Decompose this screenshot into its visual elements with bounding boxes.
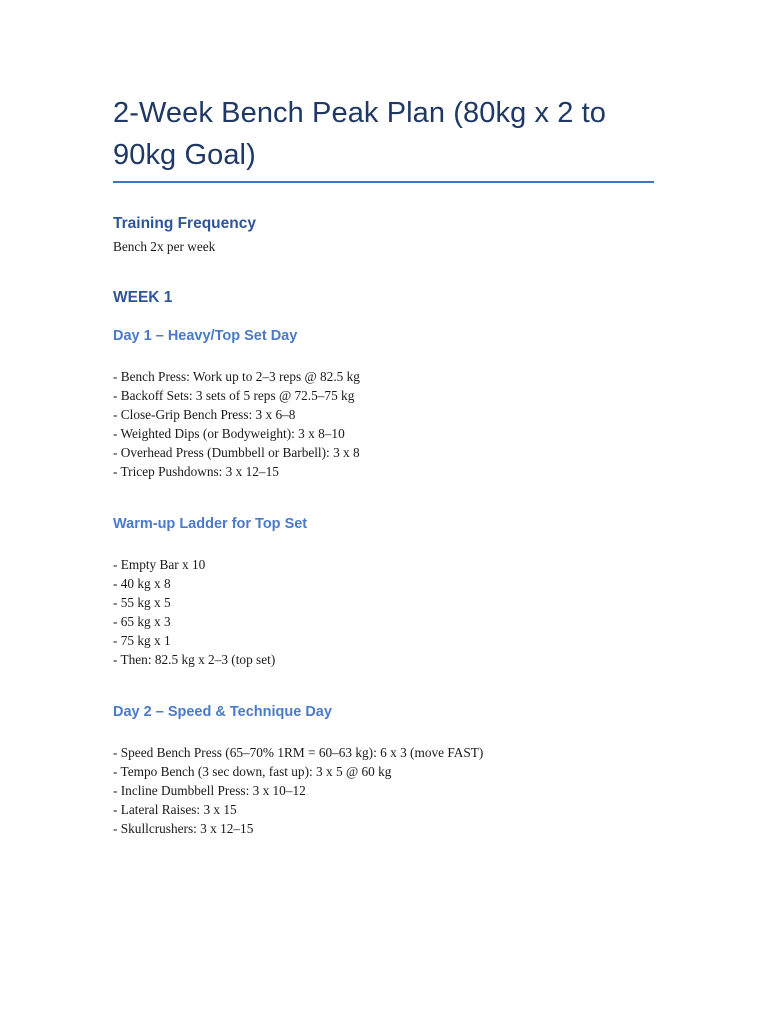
list-item: - Weighted Dips (or Bodyweight): 3 x 8–10 [113,426,345,441]
list-item: - Speed Bench Press (65–70% 1RM = 60–63 kg): 6 x 3 (move FAST) [113,745,484,760]
list-item: - Tricep Pushdowns: 3 x 12–15 [113,464,279,479]
heading-training-frequency: Training Frequency [113,215,256,232]
heading-warm-up-ladder: Warm-up Ladder for Top Set [113,516,308,532]
day-2-exercise-list [113,743,658,838]
list-item: - Tempo Bench (3 sec down, fast up): 3 x 5 @ 60 kg [113,764,392,779]
title-divider [113,181,654,183]
list-item: - Empty Bar x 10 [113,557,206,572]
list-item: - Incline Dumbbell Press: 3 x 10–12 [113,783,306,798]
list-item: - Bench Press: Work up to 2–3 reps @ 82.5 kg [113,369,360,384]
list-item: - Skullcrushers: 3 x 12–15 [113,821,254,836]
list-item: - Then: 82.5 kg x 2–3 (top set) [113,652,276,667]
list-item: - 40 kg x 8 [113,576,171,591]
training-frequency-text: Bench 2x per week [113,239,216,254]
heading-week-1: WEEK 1 [113,289,173,306]
list-item: - Lateral Raises: 3 x 15 [113,802,237,817]
list-item: - Backoff Sets: 3 sets of 5 reps @ 72.5–75 kg [113,388,355,403]
list-item: - Close-Grip Bench Press: 3 x 6–8 [113,407,296,422]
list-item: - 55 kg x 5 [113,595,171,610]
day-1-exercise-list [113,367,658,481]
document-body [113,92,658,838]
list-item: - 75 kg x 1 [113,633,171,648]
warm-up-ladder-list [113,555,658,669]
document-title: 2-Week Bench Peak Plan (80kg x 2 to 90kg Goal) [113,97,607,171]
heading-day-2: Day 2 – Speed & Technique Day [113,704,332,720]
list-item: - Overhead Press (Dumbbell or Barbell): 3 x 8 [113,445,360,460]
list-item: - 65 kg x 3 [113,614,171,629]
heading-day-1: Day 1 – Heavy/Top Set Day [113,328,298,344]
